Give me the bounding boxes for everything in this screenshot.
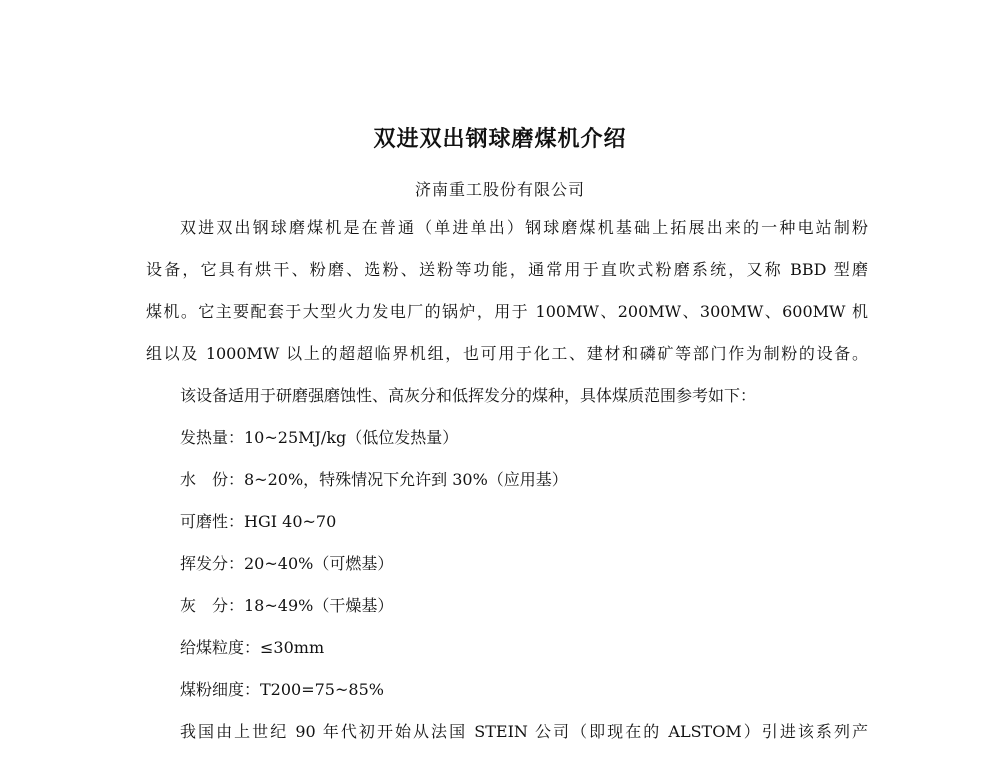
spec-volatile: 挥发分：20~40%（可燃基） — [180, 554, 394, 573]
history-line: 我国由上世纪 90 年代初开始从法国 STEIN 公司（即现在的 ALSTOM）引进该系列产 — [180, 722, 868, 741]
company-name: 济南重工股份有限公司 — [414, 180, 585, 199]
spec-fineness: 煤粉细度：T200=75~85% — [180, 680, 384, 699]
document-title: 双进双出钢球磨煤机介绍 — [373, 126, 627, 152]
applicability-text: 该设备适用于研磨强磨蚀性、高灰分和低挥发分的煤种，具体煤质范围参考如下： — [180, 386, 757, 405]
spec-moisture: 水 份：8~20%，特殊情况下允许到 30%（应用基） — [180, 470, 568, 489]
intro-line-4: 组以及 1000MW 以上的超超临界机组，也可用于化工、建材和磷矿等部门作为制粉的设备。 — [146, 344, 868, 363]
spec-grindability: 可磨性：HGI 40~70 — [180, 512, 337, 531]
intro-line-2: 设备，它具有烘干、粉磨、选粉、送粉等功能，通常用于直吹式粉磨系统，又称 BBD 型磨 — [146, 260, 868, 279]
spec-heating-value: 发热量：10~25MJ/kg（低位发热量） — [180, 428, 459, 447]
intro-line-3: 煤机。它主要配套于大型火力发电厂的锅炉，用于 100MW、200MW、300MW、600MW 机 — [146, 302, 868, 321]
spec-feed-size: 给煤粒度：≤30mm — [180, 638, 325, 657]
intro-line-1: 双进双出钢球磨煤机是在普通（单进单出）钢球磨煤机基础上拓展出来的一种电站制粉 — [180, 218, 868, 237]
spec-ash: 灰 分：18~49%（干燥基） — [180, 596, 394, 615]
